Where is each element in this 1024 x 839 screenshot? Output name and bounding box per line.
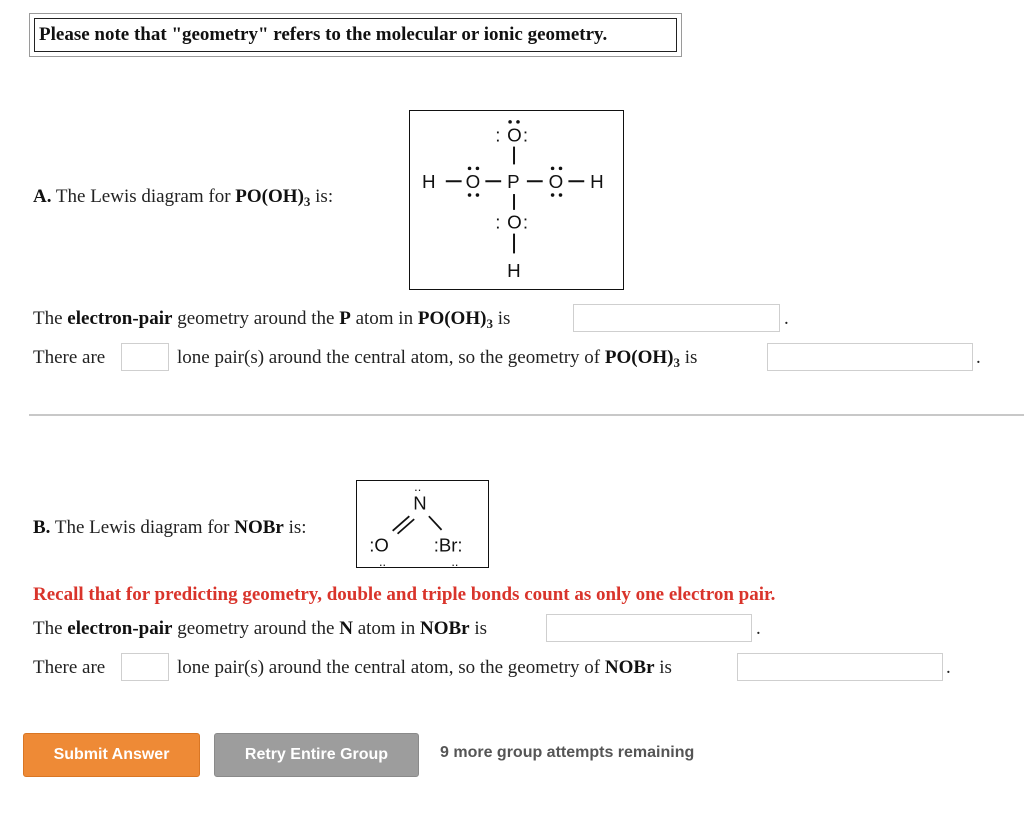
a-q1-post: is	[497, 308, 511, 329]
part-a-label: A.	[33, 186, 52, 207]
b-q2-pre: There are	[33, 657, 106, 678]
b-q2-period: .	[946, 657, 951, 678]
atom-n: N	[413, 492, 427, 514]
a-q1-electron-pair: electron-pair	[67, 308, 173, 329]
a-q1-mid2: atom in	[355, 308, 414, 329]
part-b-intro	[33, 516, 307, 540]
b-electron-pair-geometry-input[interactable]	[546, 614, 752, 642]
recall-note: Recall that for predicting geometry, double and triple bonds count as only one electron pair.	[33, 584, 776, 605]
dots-low-o-left: :	[495, 211, 501, 233]
dots-top-o-right: :	[522, 124, 529, 146]
b-q1-mid: geometry around the	[177, 618, 335, 639]
a-q1-pre: The	[33, 308, 63, 329]
a-q1-atom: P	[339, 308, 351, 329]
attempts-remaining: 9 more group attempts remaining	[440, 744, 695, 761]
section-divider	[29, 414, 1024, 416]
po-oh3-lewis-diagram	[409, 110, 624, 290]
part-a-intro	[33, 185, 333, 214]
a-electron-pair-geometry-input[interactable]	[573, 304, 780, 332]
b-q2-post: is	[659, 657, 672, 678]
retry-entire-group-button[interactable]: Retry Entire Group	[214, 733, 419, 777]
a-lone-pairs-input[interactable]	[121, 343, 169, 371]
dots-top-o-left: :	[495, 124, 501, 146]
n-lone-pair-dots: ..	[414, 480, 422, 494]
part-b-intro-end: is:	[288, 517, 307, 538]
b-q2-mid: lone pair(s) around the central atom, so the geometry of	[177, 657, 601, 678]
atom-o: :O	[369, 534, 389, 556]
b-q1-atom: N	[339, 618, 353, 639]
atom-p: P	[507, 171, 520, 193]
b-q1-period: .	[756, 618, 761, 639]
a-q2-post: is	[684, 347, 698, 368]
part-b-q2	[177, 656, 672, 680]
nobr-lewis-diagram	[356, 480, 489, 568]
b-q1-electron-pair: electron-pair	[67, 618, 173, 639]
a-q1-sub: 3	[486, 316, 493, 331]
atom-o-left: O	[465, 171, 481, 193]
part-a-intro-end: is:	[315, 186, 334, 207]
b-lone-pairs-input[interactable]	[121, 653, 169, 681]
a-q1-formula: PO(OH)	[417, 308, 487, 329]
part-a-q1	[33, 307, 510, 336]
atom-o-top: O	[507, 124, 522, 146]
a-q1-period: .	[784, 308, 789, 329]
part-a-intro-text: The Lewis diagram for	[55, 186, 231, 207]
note-text: Please note that "geometry" refers to the molecular or ionic geometry.	[34, 18, 677, 52]
atom-h-bottom: H	[507, 260, 521, 282]
part-a-formula: PO(OH)	[235, 186, 304, 207]
atom-o-right: O	[548, 171, 564, 193]
a-molecular-geometry-input[interactable]	[767, 343, 973, 371]
b-q1-pre: The	[33, 618, 63, 639]
atom-h-right: H	[590, 171, 604, 193]
a-q2-mid: lone pair(s) around the central atom, so the geometry of	[177, 347, 601, 368]
o-lone-pair-dots: ..	[379, 555, 387, 568]
b-q2-formula: NOBr	[604, 657, 655, 678]
submit-answer-button[interactable]: Submit Answer	[23, 733, 200, 777]
part-a-formula-sub: 3	[303, 194, 311, 209]
a-q2-formula: PO(OH)	[604, 347, 674, 368]
dots-low-o-right: :	[522, 211, 529, 233]
part-b-intro-text: The Lewis diagram for	[54, 517, 230, 538]
b-q1-mid2: atom in	[357, 618, 416, 639]
b-molecular-geometry-input[interactable]	[737, 653, 943, 681]
atom-h-left: H	[422, 171, 436, 193]
part-a-q2	[177, 346, 697, 375]
part-b-label: B.	[33, 517, 51, 538]
atom-br: :Br:	[433, 534, 463, 556]
a-q1-mid: geometry around the	[177, 308, 335, 329]
atom-o-bottom: O	[507, 211, 522, 233]
br-lone-pair-dots: ..	[451, 555, 459, 568]
b-q1-post: is	[474, 618, 488, 639]
part-b-formula: NOBr	[234, 517, 284, 538]
a-q2-pre: There are	[33, 347, 106, 368]
note-box	[29, 13, 682, 57]
a-q2-sub: 3	[673, 355, 680, 370]
b-q1-formula: NOBr	[419, 618, 470, 639]
a-q2-period: .	[976, 347, 981, 368]
part-b-q1	[33, 617, 487, 641]
